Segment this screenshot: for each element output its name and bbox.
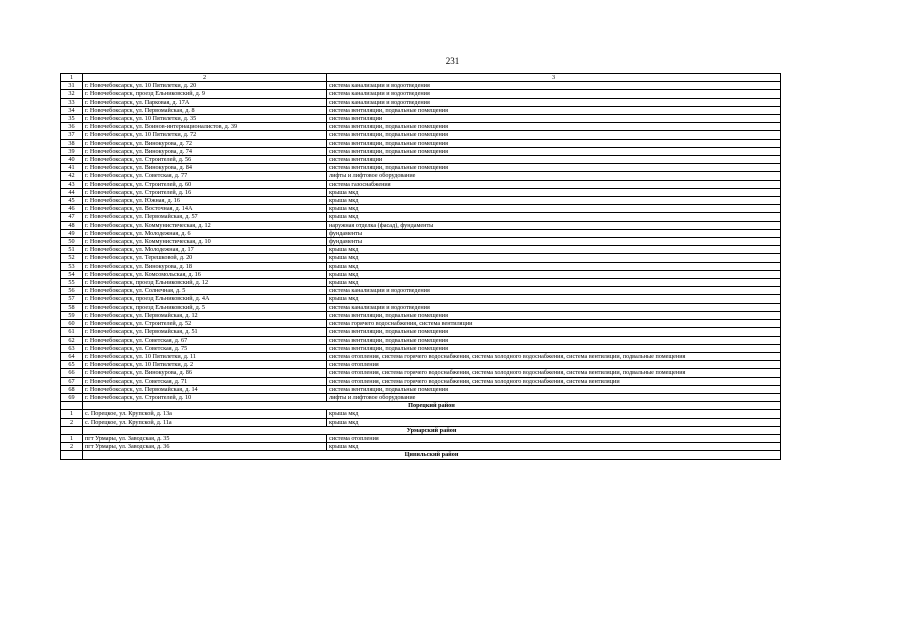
row-number-cell: 33 — [61, 98, 83, 106]
works-cell: наружная отделка (фасад), фундаменты — [327, 221, 781, 229]
table-row — [61, 246, 781, 254]
works-cell: фундаменты — [327, 229, 781, 237]
address-cell: г. Новочебоксарск, ул. Молодежная, д. 6 — [83, 229, 327, 237]
works-cell: крыша мкд — [327, 418, 781, 426]
table-row — [61, 180, 781, 188]
table-row — [61, 393, 781, 401]
district-section-row — [61, 426, 781, 434]
row-number-cell: 45 — [61, 197, 83, 205]
works-cell: крыша мкд — [327, 410, 781, 418]
address-cell: с. Порецкое, ул. Крупской, д. 13а — [83, 410, 327, 418]
table-row — [61, 213, 781, 221]
works-cell: крыша мкд — [327, 213, 781, 221]
works-cell: крыша мкд — [327, 443, 781, 451]
address-cell: г. Новочебоксарск, ул. Советская, д. 77 — [83, 172, 327, 180]
address-cell: г. Новочебоксарск, проезд Ельниковский, д. 9 — [83, 90, 327, 98]
address-cell: пгт Урмары, ул. Заводская, д. 35 — [83, 434, 327, 442]
address-cell: г. Новочебоксарск, ул. 10 Пятилетки, д. 11 — [83, 352, 327, 360]
address-cell: г. Новочебоксарск, ул. Коммунистическая, д. 10 — [83, 238, 327, 246]
works-cell: система вентиляции, подвальные помещения — [327, 385, 781, 393]
address-cell: г. Новочебоксарск, ул. Строителей, д. 60 — [83, 180, 327, 188]
district-title: Порецкий район — [83, 402, 781, 410]
row-number-cell: 56 — [61, 287, 83, 295]
address-cell: г. Новочебоксарск, ул. Первомайская, д. 51 — [83, 328, 327, 336]
table-row — [61, 279, 781, 287]
row-number-cell: 31 — [61, 82, 83, 90]
table-row — [61, 352, 781, 360]
works-cell: система отопления, система горячего водоснабжения, система холодного водоснабжения, система вентиляции, подвальные помещения — [327, 369, 781, 377]
row-number-cell: 65 — [61, 361, 83, 369]
address-cell: г. Новочебоксарск, ул. Южная, д. 16 — [83, 197, 327, 205]
row-number-cell: 60 — [61, 320, 83, 328]
row-number-cell: 1 — [61, 434, 83, 442]
table-row — [61, 205, 781, 213]
table-row — [61, 361, 781, 369]
works-cell: крыша мкд — [327, 279, 781, 287]
row-number-cell: 51 — [61, 246, 83, 254]
row-number-cell: 49 — [61, 229, 83, 237]
table-row — [61, 98, 781, 106]
row-number-cell: 39 — [61, 147, 83, 155]
works-cell: система вентиляции, подвальные помещения — [327, 344, 781, 352]
works-cell: система канализации и водоотведения — [327, 98, 781, 106]
address-cell: г. Новочебоксарск, ул. Строителей, д. 52 — [83, 320, 327, 328]
district-title: Цивильский район — [83, 451, 781, 459]
works-cell: система вентиляции, подвальные помещения — [327, 164, 781, 172]
section-empty-cell — [61, 402, 83, 410]
works-cell: система вентиляции, подвальные помещения — [327, 147, 781, 155]
table-row — [61, 90, 781, 98]
table-row — [61, 172, 781, 180]
address-cell: пгт Урмары, ул. Заводская, д. 36 — [83, 443, 327, 451]
works-cell: система вентиляции — [327, 115, 781, 123]
works-cell: система вентиляции, подвальные помещения — [327, 106, 781, 114]
table-row — [61, 336, 781, 344]
address-cell: г. Новочебоксарск, ул. Советская, д. 75 — [83, 344, 327, 352]
works-cell: система отопления, система горячего водоснабжения, система холодного водоснабжения, система вентиляции — [327, 377, 781, 385]
works-cell: система канализации и водоотведения — [327, 82, 781, 90]
table-row — [61, 221, 781, 229]
row-number-cell: 52 — [61, 254, 83, 262]
table-row — [61, 197, 781, 205]
address-cell: г. Новочебоксарск, ул. Комсомольская, д. 16 — [83, 270, 327, 278]
address-cell: г. Новочебоксарск, ул. Винокурова, д. 18 — [83, 262, 327, 270]
row-number-cell: 44 — [61, 188, 83, 196]
address-cell: г. Новочебоксарск, ул. Солнечная, д. 5 — [83, 287, 327, 295]
table-row — [61, 328, 781, 336]
works-cell: система канализации и водоотведения — [327, 90, 781, 98]
address-cell: г. Новочебоксарск, проезд Ельниковский, д. 4А — [83, 295, 327, 303]
address-cell: г. Новочебоксарск, ул. Парковая, д. 17А — [83, 98, 327, 106]
works-table — [60, 73, 781, 460]
table-row — [61, 344, 781, 352]
column-number-2: 2 — [83, 74, 327, 82]
table-row — [61, 238, 781, 246]
works-cell: система горячего водоснабжения, система вентиляции — [327, 320, 781, 328]
works-cell: крыша мкд — [327, 295, 781, 303]
address-cell: г. Новочебоксарск, ул. Советская, д. 71 — [83, 377, 327, 385]
table-row — [61, 123, 781, 131]
address-cell: г. Новочебоксарск, ул. Молодежная, д. 17 — [83, 246, 327, 254]
row-number-cell: 64 — [61, 352, 83, 360]
row-number-cell: 48 — [61, 221, 83, 229]
page-number: 231 — [445, 56, 460, 66]
row-number-cell: 54 — [61, 270, 83, 278]
row-number-cell: 66 — [61, 369, 83, 377]
row-number-cell: 37 — [61, 131, 83, 139]
works-cell: крыша мкд — [327, 188, 781, 196]
row-number-cell: 2 — [61, 418, 83, 426]
works-cell: система вентиляции, подвальные помещения — [327, 336, 781, 344]
works-cell: крыша мкд — [327, 197, 781, 205]
address-cell: г. Новочебоксарск, проезд Ельниковский, д. 12 — [83, 279, 327, 287]
works-cell: система газоснабжения — [327, 180, 781, 188]
works-cell: система канализации и водоотведения — [327, 303, 781, 311]
works-cell: система отопления — [327, 434, 781, 442]
section-empty-cell — [61, 451, 83, 459]
row-number-cell: 63 — [61, 344, 83, 352]
table-row — [61, 369, 781, 377]
address-cell: г. Новочебоксарск, ул. Первомайская, д. 14 — [83, 385, 327, 393]
row-number-cell: 59 — [61, 311, 83, 319]
address-cell: г. Новочебоксарск, ул. Терешковой, д. 20 — [83, 254, 327, 262]
works-cell: система вентиляции, подвальные помещения — [327, 311, 781, 319]
row-number-cell: 67 — [61, 377, 83, 385]
row-number-cell: 46 — [61, 205, 83, 213]
address-cell: г. Новочебоксарск, ул. Первомайская, д. 8 — [83, 106, 327, 114]
address-cell: г. Новочебоксарск, ул. Воинов-интернационалистов, д. 39 — [83, 123, 327, 131]
table-row — [61, 106, 781, 114]
table-row — [61, 164, 781, 172]
address-cell: г. Новочебоксарск, проезд Ельниковский, д. 5 — [83, 303, 327, 311]
works-cell: крыша мкд — [327, 270, 781, 278]
table-row — [61, 82, 781, 90]
row-number-cell: 47 — [61, 213, 83, 221]
row-number-cell: 62 — [61, 336, 83, 344]
row-number-cell: 55 — [61, 279, 83, 287]
works-cell: крыша мкд — [327, 205, 781, 213]
district-section-row — [61, 451, 781, 459]
column-number-3: 3 — [327, 74, 781, 82]
table-row — [61, 320, 781, 328]
works-cell: система вентиляции, подвальные помещения — [327, 123, 781, 131]
district-title: Урмарский район — [83, 426, 781, 434]
table-row — [61, 156, 781, 164]
row-number-cell: 43 — [61, 180, 83, 188]
address-cell: г. Новочебоксарск, ул. Строителей, д. 56 — [83, 156, 327, 164]
works-cell: крыша мкд — [327, 246, 781, 254]
row-number-cell: 40 — [61, 156, 83, 164]
table-row — [61, 434, 781, 442]
table-row — [61, 443, 781, 451]
table-row — [61, 270, 781, 278]
row-number-cell: 41 — [61, 164, 83, 172]
table-row — [61, 139, 781, 147]
row-number-cell: 69 — [61, 393, 83, 401]
works-cell: система отопления — [327, 361, 781, 369]
works-cell: система вентиляции, подвальные помещения — [327, 139, 781, 147]
row-number-cell: 57 — [61, 295, 83, 303]
table-row — [61, 295, 781, 303]
table-row — [61, 410, 781, 418]
works-cell: система вентиляции — [327, 156, 781, 164]
address-cell: г. Новочебоксарск, ул. 10 Пятилетки, д. 35 — [83, 115, 327, 123]
table-row — [61, 115, 781, 123]
table-row — [61, 147, 781, 155]
row-number-cell: 2 — [61, 443, 83, 451]
district-section-row — [61, 402, 781, 410]
works-cell: система отопления, система горячего водоснабжения, система холодного водоснабжения, система вентиляции, подвальные помещения — [327, 352, 781, 360]
address-cell: г. Новочебоксарск, ул. Винокурова, д. 74 — [83, 147, 327, 155]
address-cell: г. Новочебоксарск, ул. 10 Пятилетки, д. 2 — [83, 361, 327, 369]
address-cell: г. Новочебоксарск, ул. Винокурова, д. 84 — [83, 164, 327, 172]
works-cell: лифты и лифтовое оборудование — [327, 172, 781, 180]
address-cell: г. Новочебоксарск, ул. Советская, д. 67 — [83, 336, 327, 344]
column-number-1: 1 — [61, 74, 83, 82]
address-cell: г. Новочебоксарск, ул. Строителей, д. 16 — [83, 188, 327, 196]
table-row — [61, 311, 781, 319]
works-cell: лифты и лифтовое оборудование — [327, 393, 781, 401]
column-number-header-row — [61, 74, 781, 82]
table-row — [61, 131, 781, 139]
table-row — [61, 262, 781, 270]
table-row — [61, 188, 781, 196]
address-cell: с. Порецкое, ул. Крупской, д. 11а — [83, 418, 327, 426]
row-number-cell: 32 — [61, 90, 83, 98]
table-row — [61, 229, 781, 237]
table-row — [61, 303, 781, 311]
address-cell: г. Новочебоксарск, ул. Винокурова, д. 72 — [83, 139, 327, 147]
works-cell: система вентиляции, подвальные помещения — [327, 131, 781, 139]
address-cell: г. Новочебоксарск, ул. Первомайская, д. 12 — [83, 311, 327, 319]
works-cell: крыша мкд — [327, 262, 781, 270]
address-cell: г. Новочебоксарск, ул. 10 Пятилетки, д. 20 — [83, 82, 327, 90]
row-number-cell: 58 — [61, 303, 83, 311]
table-row — [61, 377, 781, 385]
works-cell: крыша мкд — [327, 254, 781, 262]
row-number-cell: 35 — [61, 115, 83, 123]
row-number-cell: 61 — [61, 328, 83, 336]
row-number-cell: 42 — [61, 172, 83, 180]
works-cell: система вентиляции, подвальные помещения — [327, 328, 781, 336]
row-number-cell: 1 — [61, 410, 83, 418]
address-cell: г. Новочебоксарск, ул. Восточная, д. 14А — [83, 205, 327, 213]
works-cell: система канализации и водоотведения — [327, 287, 781, 295]
table-row — [61, 254, 781, 262]
address-cell: г. Новочебоксарск, ул. Винокурова, д. 86 — [83, 369, 327, 377]
row-number-cell: 50 — [61, 238, 83, 246]
table-body — [61, 74, 781, 460]
table-row — [61, 418, 781, 426]
row-number-cell: 36 — [61, 123, 83, 131]
row-number-cell: 53 — [61, 262, 83, 270]
works-cell: фундаменты — [327, 238, 781, 246]
address-cell: г. Новочебоксарск, ул. Строителей, д. 10 — [83, 393, 327, 401]
address-cell: г. Новочебоксарск, ул. 10 Пятилетки, д. 72 — [83, 131, 327, 139]
row-number-cell: 38 — [61, 139, 83, 147]
row-number-cell: 34 — [61, 106, 83, 114]
section-empty-cell — [61, 426, 83, 434]
table-row — [61, 385, 781, 393]
address-cell: г. Новочебоксарск, ул. Коммунистическая, д. 12 — [83, 221, 327, 229]
address-cell: г. Новочебоксарск, ул. Первомайская, д. 57 — [83, 213, 327, 221]
table-row — [61, 287, 781, 295]
row-number-cell: 68 — [61, 385, 83, 393]
